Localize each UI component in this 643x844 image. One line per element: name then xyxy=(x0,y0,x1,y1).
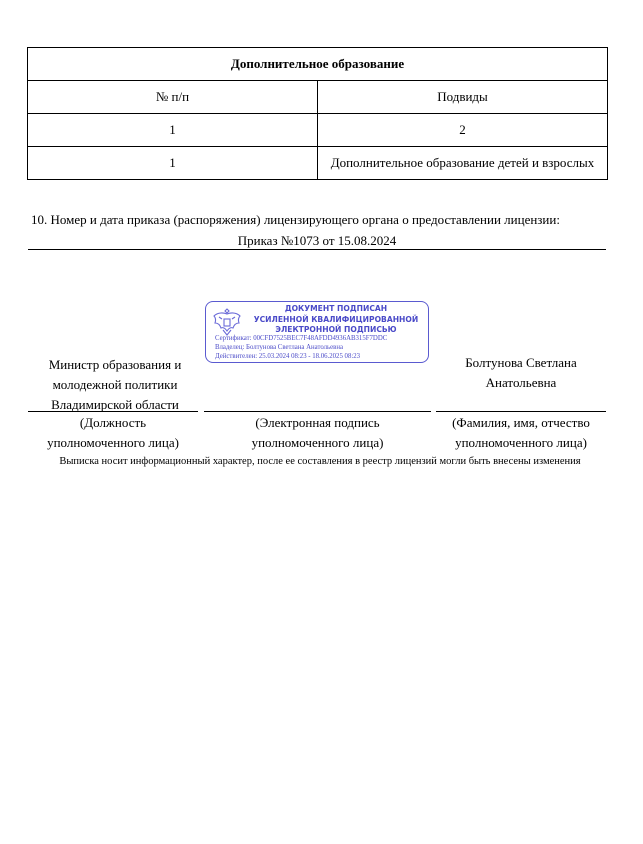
header-number: № п/п xyxy=(28,81,318,114)
index-cell-2: 2 xyxy=(318,114,608,147)
table-row xyxy=(28,147,608,180)
signer-name xyxy=(436,353,606,393)
order-underline xyxy=(28,249,606,250)
table-title: Дополнительное образование xyxy=(28,48,608,81)
row-subtype: Дополнительное образование детей и взрослых xyxy=(318,147,608,180)
signer-position-line-1: Министр образования и xyxy=(48,357,182,372)
signer-position-line-2: молодежной политики xyxy=(52,377,178,392)
stamp-title xyxy=(246,304,426,336)
order-number: Приказ №1073 от 15.08.2024 xyxy=(237,233,397,248)
stamp-title-line-2: УСИЛЕННОЙ КВАЛИФИЦИРОВАННОЙ xyxy=(253,314,419,324)
caption-name-line-2: уполномоченного лица) xyxy=(455,435,587,450)
signature-stamp xyxy=(205,301,429,363)
education-table xyxy=(27,47,608,180)
index-cell-1: 1 xyxy=(28,114,318,147)
caption-name-line-1: (Фамилия, имя, отчество xyxy=(452,415,590,430)
signature-underline xyxy=(204,411,431,412)
position-underline xyxy=(28,411,198,412)
signer-name-line-2: Анатольевна xyxy=(485,375,557,390)
disclaimer-note: Выписка носит информационный характер, после ее составления в реестр лицензий могли быть внесены изменения xyxy=(59,456,581,467)
stamp-validity: Действителен: 25.03.2024 08:23 - 18.06.2025 08:23 xyxy=(215,353,361,360)
name-underline xyxy=(436,411,606,412)
caption-signature-line-2: уполномоченного лица) xyxy=(251,435,384,450)
signer-position xyxy=(30,355,200,415)
caption-position-line-2: уполномоченного лица) xyxy=(47,435,179,450)
coat-of-arms-icon xyxy=(211,306,243,338)
section-10-label: 10. Номер и дата приказа (распоряжения) лицензирующего органа о предоставлении лицензии: xyxy=(31,212,560,227)
signer-name-line-1: Болтунова Светлана xyxy=(465,355,577,370)
caption-position-line-1: (Должность xyxy=(79,415,147,430)
stamp-title-line-1: ДОКУМЕНТ ПОДПИСАН xyxy=(284,304,388,313)
caption-name xyxy=(436,413,606,453)
signer-position-line-3: Владимирской области xyxy=(51,397,179,412)
caption-position xyxy=(28,413,198,453)
row-number: 1 xyxy=(28,147,318,180)
stamp-title-line-3: ЭЛЕКТРОННОЙ ПОДПИСЬЮ xyxy=(275,325,397,334)
caption-signature-line-1: (Электронная подпись xyxy=(255,415,380,430)
stamp-owner: Владелец: Болтунова Светлана Анатольевна xyxy=(215,344,344,351)
stamp-certificate: Сертификат: 00CFD7525BEC7F48AFDD4936AB315F7DDC xyxy=(215,335,388,342)
caption-signature xyxy=(204,413,431,453)
header-subtypes: Подвиды xyxy=(318,81,608,114)
